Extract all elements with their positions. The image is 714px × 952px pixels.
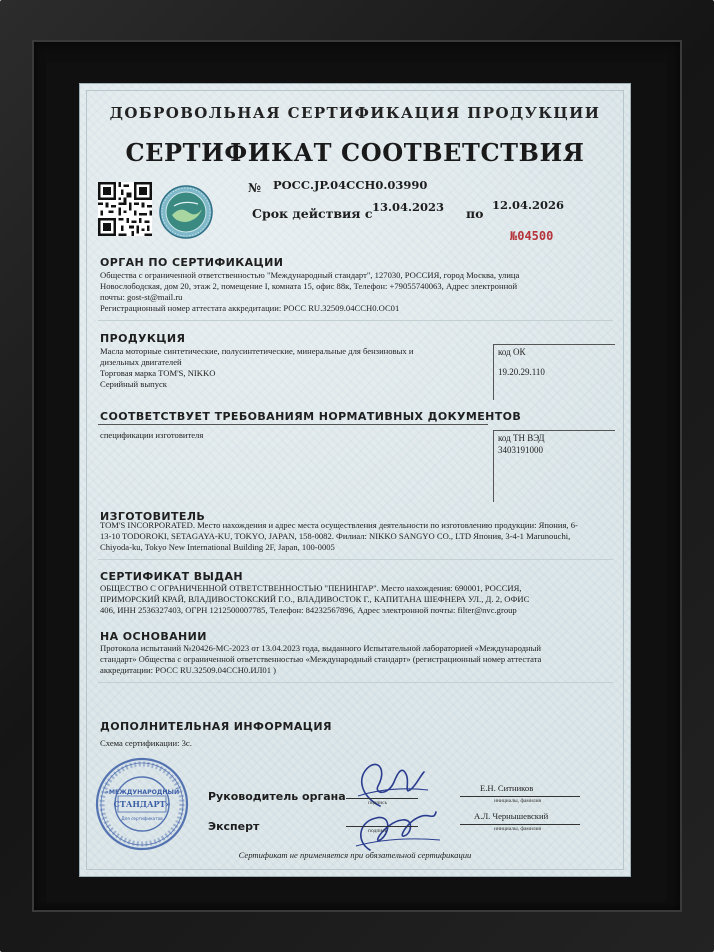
basis-line: стандарт» Общества с ограниченной ответственностью «Международный стандарт» (регистрационный номер аттестата [100, 654, 542, 664]
okp-code-box [493, 344, 615, 400]
expert-name-line [460, 824, 580, 825]
head-name-line [460, 796, 580, 797]
product-text [100, 346, 500, 390]
basis-line: аккредитации: РОСС RU.32509.04ССН0.ИЛ01 ) [100, 665, 277, 675]
issued-to-line: ПРИМОРСКИЙ КРАЙ, ВЛАДИВОСТОКСКИЙ Г.О., ВЛАДИВОСТОК Г., КАПИТАНА ШЕФНЕРА УЛ., Д. 2, ОФИС [100, 594, 530, 604]
conformity-title: СООТВЕТСТВУЕТ ТРЕБОВАНИЯМ НОРМАТИВНЫХ ДОКУМЕНТОВ [100, 410, 522, 423]
issued-to-line: ОБЩЕСТВО С ОГРАНИЧЕННОЙ ОТВЕТСТВЕННОСТЬЮ "ПЕНИНГАР". Место нахождения: 690001, РОССИЯ, [100, 583, 522, 593]
expert-name: А.Л. Чернышевский [474, 811, 549, 821]
divider [98, 559, 613, 560]
additional-info-text: Схема сертификации: 3с. [100, 738, 192, 748]
valid-to-label: по [466, 206, 484, 221]
cert-body-text [100, 270, 615, 314]
tnved-code-box [493, 430, 615, 502]
expert-label: Эксперт [208, 820, 260, 833]
head-signature-line [346, 798, 418, 799]
tnved-code-label: код ТН ВЭД [498, 433, 545, 443]
voluntary-certification-heading: ДОБРОВОЛЬНАЯ СЕРТИФИКАЦИЯ ПРОДУКЦИИ [109, 104, 601, 122]
additional-info-title: ДОПОЛНИТЕЛЬНАЯ ИНФОРМАЦИЯ [100, 720, 332, 733]
certificate-title: СЕРТИФИКАТ СООТВЕТСТВИЯ [125, 138, 585, 167]
certification-system-logo-icon [158, 184, 214, 240]
product-title: ПРОДУКЦИЯ [100, 332, 186, 345]
footer-note: Сертификат не применяется при обязательной сертификации [238, 850, 472, 860]
tnved-code-value: 3403191000 [498, 445, 543, 455]
cert-body-title: ОРГАН ПО СЕРТИФИКАЦИИ [100, 256, 284, 269]
product-line: Масла моторные синтетические, полусинтетические, минеральные для бензиновых и [100, 346, 414, 356]
manufacturer-line: Chiyoda-ku, Tokyo New International Building 2F, Japan, 100-0005 [100, 542, 335, 552]
issued-to-line: 406, ИНН 2536327403, ОГРН 1212500007785, Телефон: 84232567896, Адрес электронной почты: filter@nvc.group [100, 605, 517, 615]
cert-body-line: Новослободская, дом 20, этаж 2, помещение I, комната 15, офис 88к, Телефон: +79055740063, Адрес электронной [100, 281, 518, 291]
expert-signature-line [346, 826, 418, 827]
cert-body-line: почты: gost-st@mail.ru [100, 292, 183, 302]
certificate-number: РОСС.JP.04ССН0.03990 [273, 178, 428, 192]
seal-text-small: Для сертификатов [121, 816, 163, 821]
manufacturer-text [100, 520, 620, 553]
valid-from-date: 13.04.2023 [372, 200, 445, 214]
basis-title: НА ОСНОВАНИИ [100, 630, 207, 643]
cert-body-line: Регистрационный номер аттестата аккредитации: РОСС RU.32509.04ССН0.ОС01 [100, 303, 400, 313]
qr-code-icon [98, 182, 152, 236]
conformity-text: спецификации изготовителя [100, 430, 204, 440]
manufacturer-line: TOM'S INCORPORATED. Место нахождения и адрес места осуществления деятельности по изготовлению продукции: Япония, 6- [100, 520, 578, 530]
product-line: дизельных двигателей [100, 357, 182, 367]
expert-name-caption: инициалы, фамилия [494, 826, 542, 832]
certificate-document [80, 84, 630, 876]
basis-line: Протокола испытаний №20426-МС-2023 от 13.04.2023 года, выданного Испытательной лабораторией «Международный [100, 643, 542, 653]
validity-label: Срок действия с [252, 206, 373, 221]
head-name-caption: инициалы, фамилия [494, 798, 542, 804]
seal-text-mid: СТАНДАРТ» [113, 799, 171, 809]
divider [98, 682, 613, 683]
manufacturer-title: ИЗГОТОВИТЕЛЬ [100, 510, 206, 523]
okp-code-value: 19.20.29.110 [498, 367, 545, 377]
manufacturer-line: 13-10 TODOROKI, SETAGAYA-KU, TOKYO, JAPAN, 158-0082. Филиал: NIKKO SANGYO CO., LTD Япония, 3-4-1 Marunouchi, [100, 531, 571, 541]
product-line: Серийный выпуск [100, 379, 167, 389]
cert-body-line: Общества с ограниченной ответственностью "Международный стандарт", 127030, РОССИЯ, город Москва, улица [100, 270, 520, 280]
issued-to-title: СЕРТИФИКАТ ВЫДАН [100, 570, 244, 583]
expert-signature-icon [350, 800, 442, 856]
product-line: Торговая марка TOM'S, NIKKO [100, 368, 216, 378]
basis-text [100, 643, 620, 676]
okp-code-label: код ОК [498, 347, 526, 357]
issued-to-text [100, 583, 620, 616]
organization-seal-icon [94, 756, 190, 852]
head-signature-caption: подпись [368, 800, 388, 806]
head-of-body-label: Руководитель органа [208, 790, 346, 803]
divider [98, 320, 613, 321]
seal-text-top: «МЕЖДУНАРОДНЫЙ [104, 789, 180, 796]
head-name: Е.Н. Ситников [480, 783, 534, 793]
form-serial-number: №04500 [510, 229, 554, 243]
conformity-underline [98, 424, 488, 425]
certificate-number-symbol: № [248, 181, 262, 195]
expert-signature-caption: подпись [368, 828, 388, 834]
valid-to-date: 12.04.2026 [492, 198, 565, 212]
